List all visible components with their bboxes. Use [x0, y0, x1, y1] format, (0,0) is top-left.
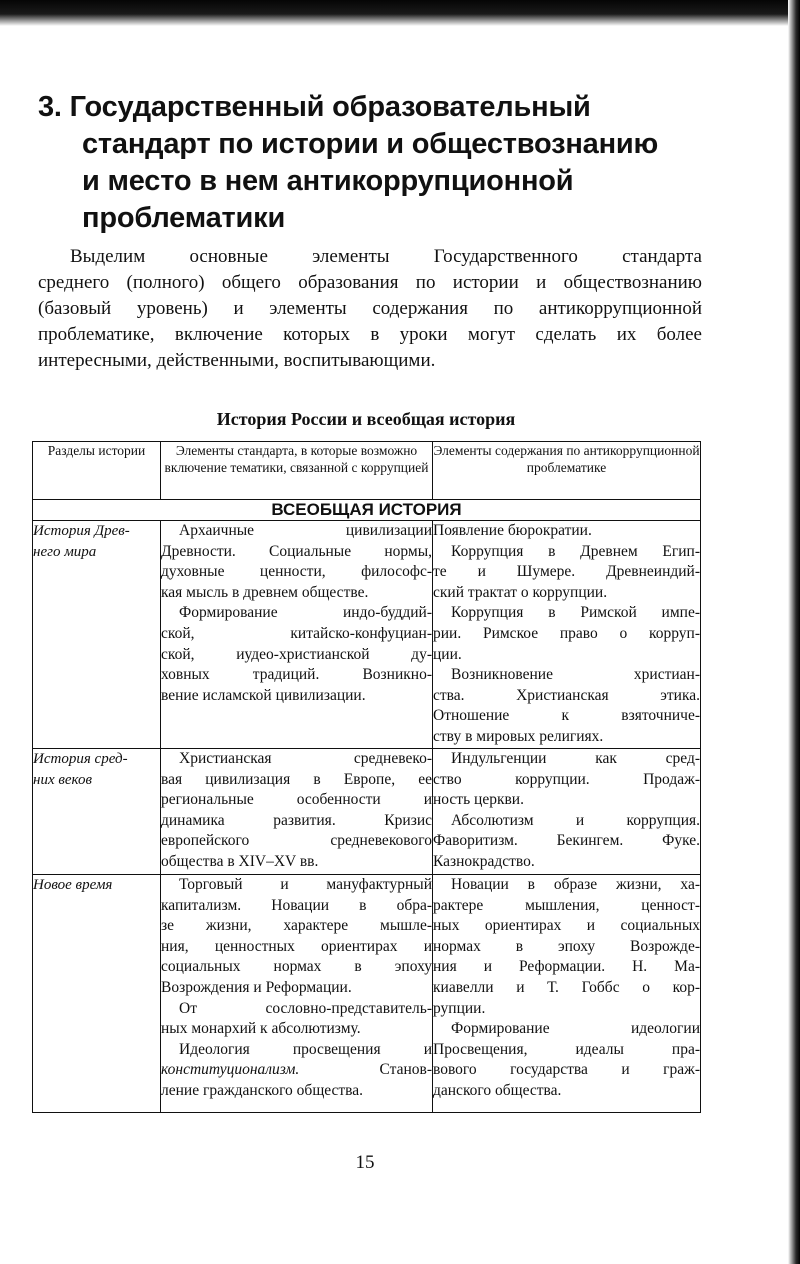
cell-line: общества в XIV–XV вв.: [161, 852, 319, 870]
heading-line: стандарт по истории и обществознанию: [82, 128, 659, 160]
cell-line: ство коррупции. Продаж-: [433, 770, 700, 788]
header-standard-elements: Элементы стандарта, в которые возможно включение тематики, связанной с коррупцией: [161, 442, 433, 500]
header-sections: Разделы истории: [33, 442, 161, 500]
paragraph-line: Выделим основные элементы Государственного стандарта: [70, 246, 702, 267]
cell-line: Архаичные цивилизации: [179, 522, 432, 539]
standard-cell: [161, 749, 433, 875]
cell-line: Новации в образе жизни, ха-: [451, 876, 700, 893]
cell-line: ных ориентирах и социальных: [433, 917, 700, 935]
cell-line: ции.: [433, 645, 462, 663]
cell-line: конституционализм. Станов-: [161, 1061, 432, 1079]
cell-line: Отношение к взяточниче-: [433, 707, 700, 725]
table-caption: История России и всеобщая история: [216, 409, 516, 429]
cell-line: рии. Римское право о корруп-: [433, 624, 700, 642]
cell-line: социальных нормах в эпоху: [161, 958, 432, 976]
cell-line: рактере мышления, ценност-: [433, 896, 700, 914]
cell-line: От сословно-представитель-: [179, 999, 432, 1017]
period-label: них веков: [33, 772, 92, 788]
cell-line: ность церкви.: [433, 791, 524, 809]
section-row: [33, 500, 701, 521]
cell-line: киавелли и Т. Гоббс о кор-: [433, 978, 700, 996]
paragraph-line: среднего (полного) общего образования по истории и обществознанию: [38, 272, 702, 293]
cell-line: Фаворитизм. Бекингем. Фуке.: [433, 832, 700, 850]
cell-line: Возникновение христиан-: [451, 666, 700, 684]
cell-line: ния, ценностных ориентирах и: [161, 937, 432, 955]
cell-line: нормах в эпоху Возрожде-: [433, 937, 700, 955]
cell-line: ской, китайско-конфуциан-: [161, 624, 432, 642]
cell-line: данского общества.: [433, 1081, 562, 1099]
heading-line: 3. Государственный образовательный: [38, 91, 591, 123]
paragraph-line: (базовый уровень) и элементы содержания по антикоррупционной: [38, 298, 702, 319]
cell-line: духовные ценности, философс-: [161, 563, 432, 581]
cell-line: кая мысль в древнем обществе.: [161, 583, 369, 601]
cell-line: капитализм. Новации в обра-: [161, 896, 432, 914]
cell-line: региональные особенности и: [161, 791, 432, 809]
content-cell: [433, 749, 701, 875]
table-header-row: [33, 442, 701, 500]
period-label: История сред-: [33, 751, 128, 767]
cell-line: Идеология просвещения и: [179, 1040, 432, 1058]
history-table: [32, 441, 701, 1113]
cell-line: динамика развития. Кризис: [161, 811, 432, 829]
period-cell: [33, 749, 161, 875]
intro-paragraph: [38, 244, 702, 374]
heading-line: и место в нем антикоррупционной: [82, 165, 574, 197]
cell-line: ства. Христианская этика.: [433, 686, 700, 704]
cell-line: ской, иудео-христианской ду-: [161, 645, 432, 663]
cell-line: Формирование индо-буддий-: [179, 604, 432, 622]
standard-cell: [161, 521, 433, 749]
header-content-elements: Элементы содержания по антикоррупционной проблематике: [433, 442, 701, 500]
cell-line: Формирование идеологии: [451, 1020, 700, 1038]
cell-line: Появление бюрократии.: [433, 522, 592, 539]
cell-line: Казнокрадство.: [433, 852, 535, 870]
cell-line: ление гражданского общества.: [161, 1081, 364, 1099]
cell-line: европейского средневекового: [161, 832, 432, 850]
content-cell: [433, 521, 701, 749]
cell-line: Торговый и мануфактурный: [179, 876, 432, 893]
cell-line: рупции.: [433, 999, 486, 1017]
cell-line: ных монархий к абсолютизму.: [161, 1020, 361, 1038]
cell-line: ский трактат о коррупции.: [433, 583, 608, 601]
section-heading: [38, 89, 738, 237]
heading-line: проблематики: [82, 202, 286, 234]
cell-line: зе жизни, характере мышле-: [161, 917, 432, 935]
cell-line: вового государства и граж-: [433, 1061, 700, 1079]
section-title: ВСЕОБЩАЯ ИСТОРИЯ: [33, 500, 701, 521]
cell-line: Просвещения, идеалы пра-: [433, 1040, 700, 1058]
period-label: История Древ-: [33, 523, 130, 539]
cell-line: ству в мировых религиях.: [433, 727, 604, 745]
cell-line: Коррупция в Древнем Егип-: [451, 542, 700, 560]
italic-term: конституционализм.: [161, 1061, 300, 1079]
period-cell: [33, 875, 161, 1113]
content-cell: [433, 875, 701, 1113]
cell-line: вая цивилизация в Европе, ее: [161, 770, 432, 788]
paragraph-line: проблематике, включение которых в уроки могут сделать их более: [38, 324, 702, 345]
table-row: [33, 875, 701, 1113]
table-row: [33, 521, 701, 749]
cell-line: ния и Реформации. Н. Ма-: [433, 958, 700, 976]
cell-line: те и Шумере. Древнеиндий-: [433, 563, 700, 581]
paragraph-line: интересными, действенными, воспитывающими.: [38, 350, 436, 371]
cell-line: ховных традиций. Возникно-: [161, 666, 432, 684]
cell-line: Абсолютизм и коррупция.: [451, 811, 700, 829]
cell-line: Индульгенции как сред-: [451, 750, 700, 767]
standard-cell: [161, 875, 433, 1113]
period-label: Новое время: [33, 877, 113, 893]
cell-line: вение исламской цивилизации.: [161, 686, 366, 704]
page-number: 15: [355, 1152, 375, 1173]
cell-line: Древности. Социальные нормы,: [161, 542, 432, 560]
period-label: него мира: [33, 544, 97, 560]
period-cell: [33, 521, 161, 749]
cell-line: Христианская средневеко-: [179, 750, 432, 767]
cell-line: Возрождения и Реформации.: [161, 978, 352, 996]
table-row: [33, 749, 701, 875]
cell-line: Коррупция в Римской импе-: [451, 604, 700, 622]
